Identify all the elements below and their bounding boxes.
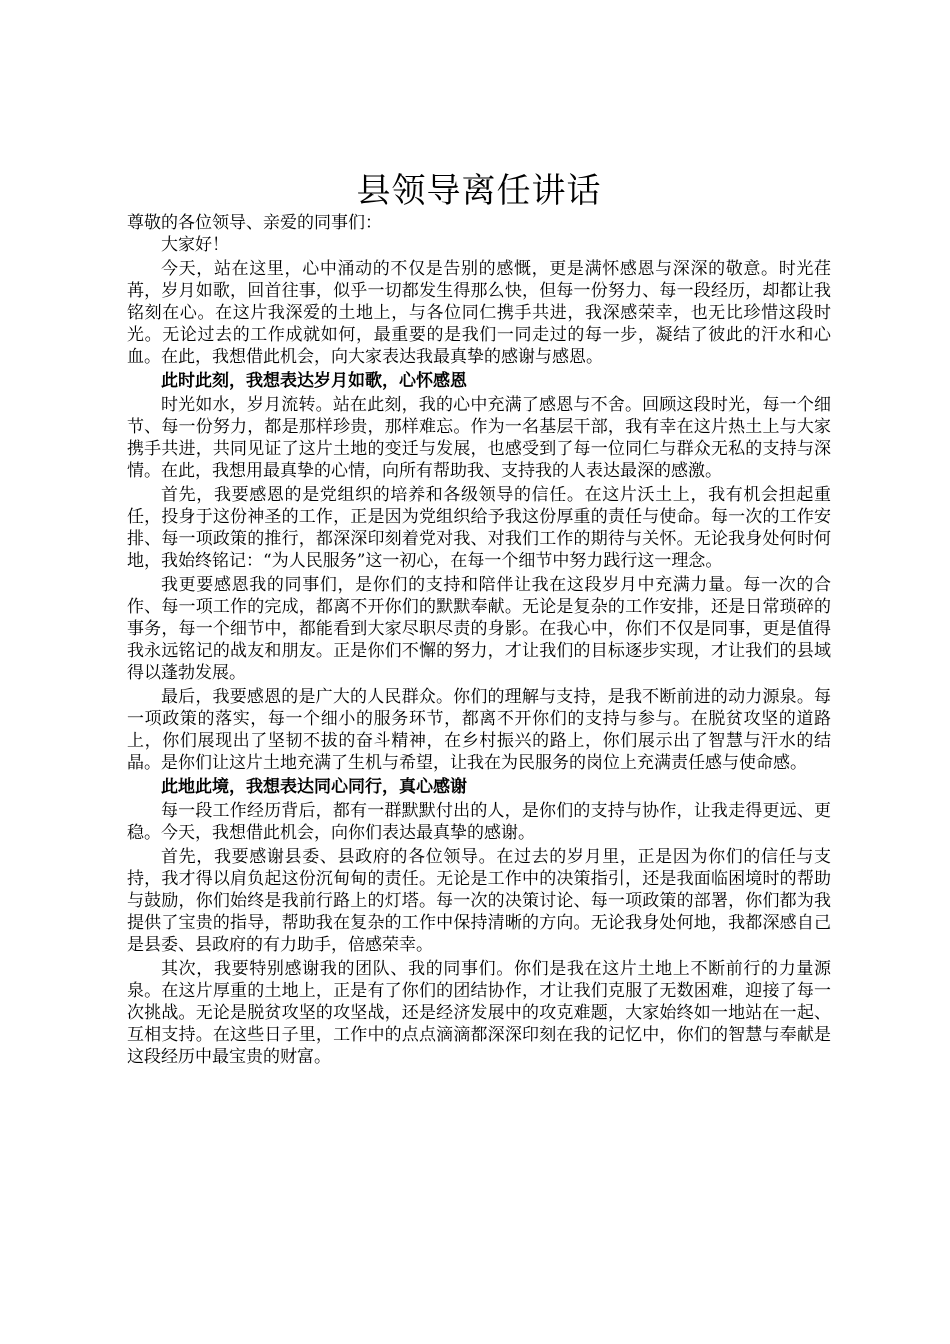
paragraph: 首先，我要感恩的是党组织的培养和各级领导的信任。在这片沃土上，我有机会担起重任，投身于这份神圣的工作，正是因为党组织给予我这份厚重的责任与使命。每一次的工作安排、每一项政策的推行，都深深印刻着党对我、对我们工作的期待与关怀。无论我身处何时何地，我始终铭记：“为人民服务”这一初心，在每一个细节中努力践行这一理念。 — [127, 485, 831, 571]
greeting: 大家好！ — [161, 235, 229, 255]
paragraph: 每一段工作经历背后，都有一群默默付出的人，是你们的支持与协作，让我走得更远、更稳。今天，我想借此机会，向你们表达最真挚的感谢。 — [127, 801, 831, 843]
section-heading-2: 此地此境，我想表达同心同行，真心感谢 — [161, 777, 467, 797]
paragraph: 首先，我要感谢县委、县政府的各位领导。在过去的岁月里，正是因为你们的信任与支持，我才得以肩负起这份沉甸甸的责任。无论是工作中的决策指引，还是我面临困境时的帮助与鼓励，你们始终是我前行路上的灯塔。每一次的决策讨论、每一项政策的部署，你们都为我提供了宝贵的指导，帮助我在复杂的工作中保持清晰的方向。无论我身处何地，我都深感自己是县委、县政府的有力助手，倍感荣幸。 — [127, 847, 831, 955]
paragraph: 最后，我要感恩的是广大的人民群众。你们的理解与支持，是我不断前进的动力源泉。每一项政策的落实，每一个细小的服务环节，都离不开你们的支持与参与。在脱贫攻坚的道路上，你们展现出了坚韧不拔的奋斗精神，在乡村振兴的路上，你们展示出了智慧与汗水的结晶。是你们让这片土地充满了生机与希望，让我在为民服务的岗位上充满责任感与使命感。 — [127, 687, 831, 773]
intro-paragraph: 今天，站在这里，心中涌动的不仅是告别的感慨，更是满怀感恩与深深的敬意。时光荏苒，岁月如歌，回首往事，似乎一切都发生得那么快，但每一份努力、每一段经历，却都让我铭刻在心。在这片我深爱的土地上，与各位同仁携手共进，我深感荣幸，也无比珍惜这段时光。无论过去的工作成就如何，最重要的是我们一同走过的每一步，凝结了彼此的汗水和心血。在此，我想借此机会，向大家表达我最真挚的感谢与感恩。 — [127, 259, 831, 367]
salutation: 尊敬的各位领导、亲爱的同事们： — [127, 213, 382, 233]
paragraph: 其次，我要特别感谢我的团队、我的同事们。你们是我在这片土地上不断前行的力量源泉。在这片厚重的土地上，正是有了你们的团结协作，才让我们克服了无数困难，迎接了每一次挑战。无论是脱贫攻坚的攻坚战，还是经济发展中的攻克难题，大家始终如一地站在一起、互相支持。在这些日子里，工作中的点点滴滴都深深印刻在我的记忆中，你们的智慧与奉献是这段经历中最宝贵的财富。 — [127, 959, 831, 1067]
section-heading-1: 此时此刻，我想表达岁月如歌，心怀感恩 — [161, 371, 467, 391]
paragraph: 我更要感恩我的同事们，是你们的支持和陪伴让我在这段岁月中充满力量。每一次的合作、每一项工作的完成，都离不开你们的默默奉献。无论是复杂的工作安排，还是日常琐碎的事务，每一个细节中，都能看到大家尽职尽责的身影。在我心中，你们不仅是同事，更是值得我永远铭记的战友和朋友。正是你们不懈的努力，才让我们的目标逐步实现，才让我们的县域得以蓬勃发展。 — [127, 575, 831, 683]
document-title: 县领导离任讲话 — [356, 171, 602, 211]
paragraph: 时光如水，岁月流转。站在此刻，我的心中充满了感恩与不舍。回顾这段时光，每一个细节、每一份努力，都是那样珍贵，那样难忘。作为一名基层干部，我有幸在这片热土上与大家携手共进，共同见证了这片土地的变迁与发展，也感受到了每一位同仁与群众无私的支持与深情。在此，我想用最真挚的心情，向所有帮助我、支持我的人表达最深的感激。 — [127, 395, 831, 481]
document-page — [127, 170, 831, 1070]
